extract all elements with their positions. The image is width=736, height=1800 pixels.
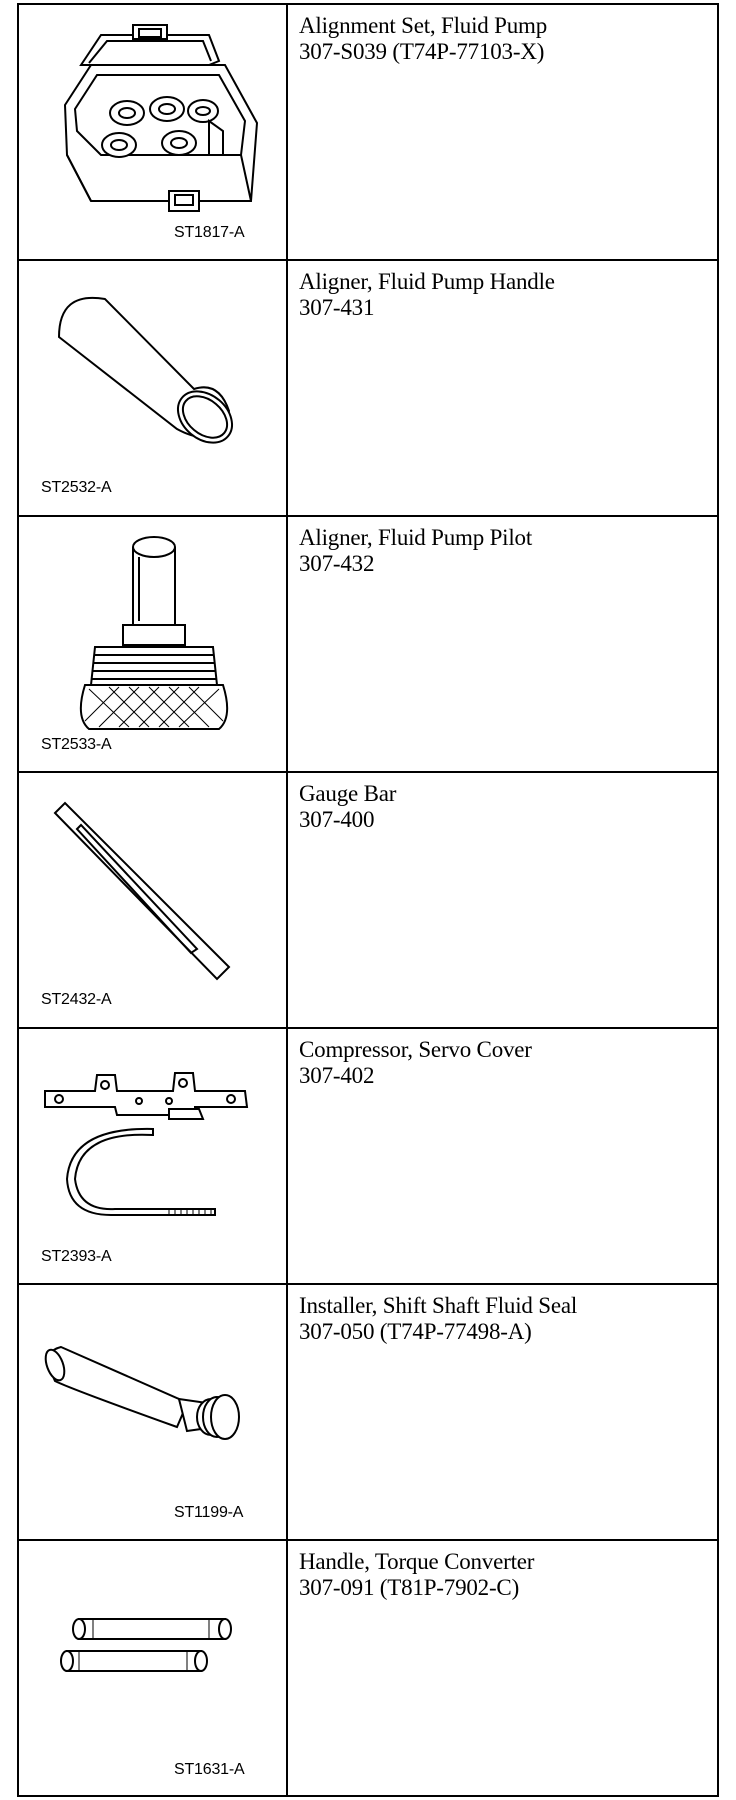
- tool-number: 307-432: [299, 551, 375, 576]
- tool-code: ST2532-A: [41, 479, 112, 496]
- tool-description-cell: [287, 516, 718, 772]
- tool-illustration-cell: [18, 772, 287, 1028]
- tool-number: 307-091 (T81P-7902-C): [299, 1575, 520, 1600]
- tool-code: ST1631-A: [174, 1761, 245, 1778]
- tool-code: ST2432-A: [41, 991, 112, 1008]
- tool-name: Installer, Shift Shaft Fluid Seal: [299, 1293, 578, 1318]
- tube-aligner-icon: [19, 261, 288, 515]
- tool-illustration-cell: [18, 1028, 287, 1284]
- torque-converter-handle-icon: [19, 1541, 288, 1795]
- tool-description-cell: [287, 260, 718, 516]
- tool-description-cell: [287, 4, 718, 260]
- tool-illustration-cell: [18, 516, 287, 772]
- tool-name: Compressor, Servo Cover: [299, 1037, 532, 1062]
- tool-description-cell: [287, 1028, 718, 1284]
- tool-illustration-cell: [18, 4, 287, 260]
- table-row: [18, 4, 718, 260]
- special-tools-table: [17, 3, 719, 1797]
- seal-installer-icon: [19, 1285, 288, 1539]
- table-row: [18, 1284, 718, 1540]
- tool-number: 307-400: [299, 807, 375, 832]
- tool-name: Gauge Bar: [299, 781, 397, 806]
- tool-name: Aligner, Fluid Pump Handle: [299, 269, 555, 294]
- tool-description-cell: [287, 1540, 718, 1796]
- pilot-aligner-icon: [19, 517, 288, 771]
- table-row: [18, 1028, 718, 1284]
- tool-illustration-cell: [18, 1284, 287, 1540]
- tool-code: ST1817-A: [174, 224, 245, 241]
- tool-code: ST2393-A: [41, 1248, 112, 1265]
- tool-illustration-cell: [18, 1540, 287, 1796]
- tool-number: 307-402: [299, 1063, 375, 1088]
- table-row: [18, 260, 718, 516]
- table-row: [18, 1540, 718, 1796]
- tool-description-cell: [287, 1284, 718, 1540]
- tool-number: 307-431: [299, 295, 375, 320]
- table-row: [18, 772, 718, 1028]
- gauge-bar-icon: [19, 773, 288, 1027]
- table-row: [18, 516, 718, 772]
- tool-illustration-cell: [18, 260, 287, 516]
- servo-compressor-icon: [19, 1029, 288, 1283]
- tool-code: ST1199-A: [174, 1504, 244, 1521]
- tool-code: ST2533-A: [41, 736, 112, 753]
- tool-description-cell: [287, 772, 718, 1028]
- alignment-set-case-icon: [19, 5, 288, 259]
- tool-name: Handle, Torque Converter: [299, 1549, 535, 1574]
- tool-number: 307-S039 (T74P-77103-X): [299, 39, 545, 64]
- tool-name: Alignment Set, Fluid Pump: [299, 13, 548, 38]
- tool-name: Aligner, Fluid Pump Pilot: [299, 525, 533, 550]
- tool-number: 307-050 (T74P-77498-A): [299, 1319, 532, 1344]
